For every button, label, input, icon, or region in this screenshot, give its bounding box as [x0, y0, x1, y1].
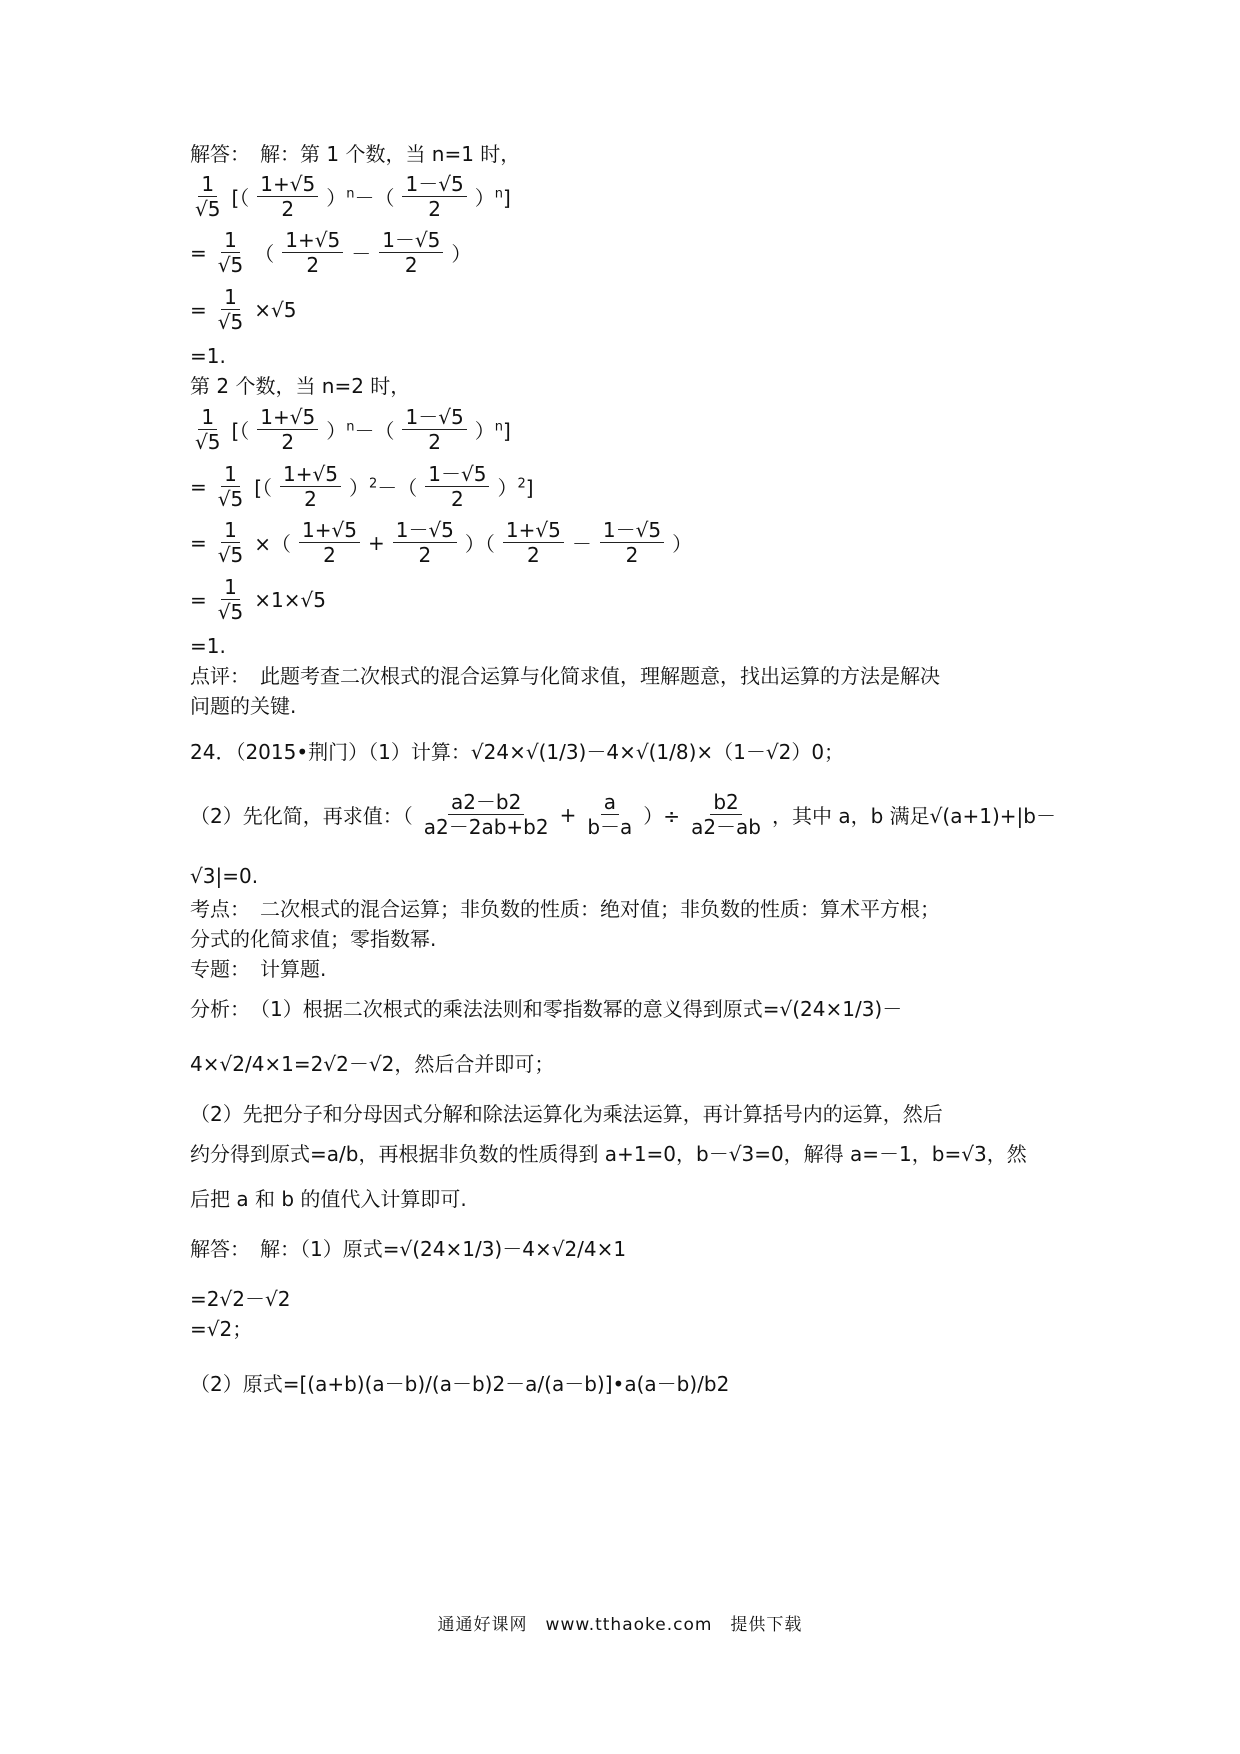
q24-part2-cont: √3|=0.: [190, 864, 259, 888]
jieda-4: （2）原式=[(a+b)(a－b)/(a－b)2－a/(a－b)]•a(a－b)/b2: [190, 1372, 730, 1396]
fenxi-4: 约分得到原式=a/b，再根据非负数的性质得到 a+1=0，b－√3=0，解得 a=－1，b=√3，然: [190, 1142, 1027, 1166]
fraction: $\frac{1+√5}{2}$: [257, 405, 318, 454]
fraction: $\frac{1-√5}{2}$: [402, 405, 466, 454]
fraction: $\frac{1-√5}{2}$: [379, 228, 443, 277]
kaodian-2: 分式的化简求值；零指数幂.: [190, 927, 437, 951]
expr-line-5: $\frac{1}{√5}$ [（ $\frac{1+√5}{2}$ ）$^n$－（ $\frac{1-√5}{2}$ ）$^n$]: [190, 405, 511, 454]
footer: 通通好课网 www.tthaoke.com 提供下载: [437, 1615, 803, 1635]
expr-line-9: =1.: [190, 634, 226, 658]
fraction: $\frac{1+√5}{2}$: [503, 518, 564, 567]
second-head: 第 2 个数，当 n=2 时，: [190, 374, 411, 398]
fraction: $\frac{1}{√5}$: [217, 518, 244, 567]
expr-line-8: = $\frac{1}{√5}$ ×1×√5: [190, 575, 326, 624]
q24-part2: （2）先化简，再求值：（ $\frac{a2-b2}{a2-2ab+b2}$ + $\frac{a}{b-a}$ ）÷ $\frac{b2}{a2-ab}$ ，其中 a，b 满足√(a+1)+|b－: [190, 790, 1056, 839]
fraction: $\frac{a2-b2}{a2-2ab+b2}$: [423, 790, 549, 839]
fraction: $\frac{1-√5}{2}$: [393, 518, 457, 567]
fraction: $\frac{1}{√5}$: [217, 228, 244, 277]
fraction: $\frac{1}{√5}$: [195, 172, 221, 221]
expr-line-2: = $\frac{1}{√5}$ （ $\frac{1+√5}{2}$ － $\frac{1-√5}{2}$ ）: [190, 228, 472, 277]
expr-line-6: = $\frac{1}{√5}$ [（ $\frac{1+√5}{2}$ ）$^2$－（ $\frac{1-√5}{2}$ ）$^2$]: [190, 462, 534, 511]
fraction: $\frac{b2}{a2-ab}$: [691, 790, 761, 839]
fraction: $\frac{1+√5}{2}$: [280, 462, 341, 511]
fraction: $\frac{1-√5}{2}$: [425, 462, 489, 511]
fenxi-2: 4×√2/4×1=2√2－√2，然后合并即可；: [190, 1052, 555, 1076]
jieda-1: 解答： 解：（1）原式=√(24×1/3)－4×√2/4×1: [190, 1237, 627, 1261]
expr-line-4: =1.: [190, 344, 226, 368]
fenxi-5: 后把 a 和 b 的值代入计算即可.: [190, 1187, 467, 1211]
answer-head: 解答： 解：第 1 个数，当 n=1 时，: [190, 142, 521, 166]
fenxi-1: 分析： （1）根据二次根式的乘法法则和零指数幂的意义得到原式=√(24×1/3)－: [190, 997, 903, 1021]
comment-line-2: 问题的关键.: [190, 694, 297, 718]
fraction: $\frac{1}{√5}$: [195, 405, 221, 454]
expr-line-1: $\frac{1}{√5}$ [（ $\frac{1+√5}{2}$ ）$^n$－（ $\frac{1-√5}{2}$ ）$^n$]: [190, 172, 511, 221]
fraction: $\frac{1+√5}{2}$: [257, 172, 318, 221]
fraction: $\frac{1+√5}{2}$: [299, 518, 360, 567]
fraction: $\frac{1-√5}{2}$: [402, 172, 466, 221]
jieda-2: =2√2－√2: [190, 1287, 291, 1311]
fraction: $\frac{1}{√5}$: [217, 575, 244, 624]
comment-line-1: 点评： 此题考查二次根式的混合运算与化简求值，理解题意，找出运算的方法是解决: [190, 664, 940, 688]
fraction: $\frac{1+√5}{2}$: [282, 228, 343, 277]
zhuanti: 专题： 计算题.: [190, 957, 327, 981]
expr-line-7: = $\frac{1}{√5}$ ×（ $\frac{1+√5}{2}$ + $\frac{1-√5}{2}$ ）（ $\frac{1+√5}{2}$ － $\frac{1-√5}{2}$ ）: [190, 518, 693, 567]
fenxi-3: （2）先把分子和分母因式分解和除法运算化为乘法运算，再计算括号内的运算，然后: [190, 1102, 943, 1126]
fraction: $\frac{1}{√5}$: [217, 462, 244, 511]
fraction: $\frac{1}{√5}$: [217, 285, 244, 334]
fraction: $\frac{a}{b-a}$: [587, 790, 633, 839]
fraction: $\frac{1-√5}{2}$: [600, 518, 664, 567]
kaodian-1: 考点： 二次根式的混合运算；非负数的性质：绝对值；非负数的性质：算术平方根；: [190, 897, 940, 921]
expr-line-3: = $\frac{1}{√5}$ ×√5: [190, 285, 297, 334]
jieda-3: =√2；: [190, 1317, 253, 1341]
q24-title: 24．（2015•荆门）（1）计算：√24×√(1/3)－4×√(1/8)×（1－√2）0；: [190, 740, 845, 764]
